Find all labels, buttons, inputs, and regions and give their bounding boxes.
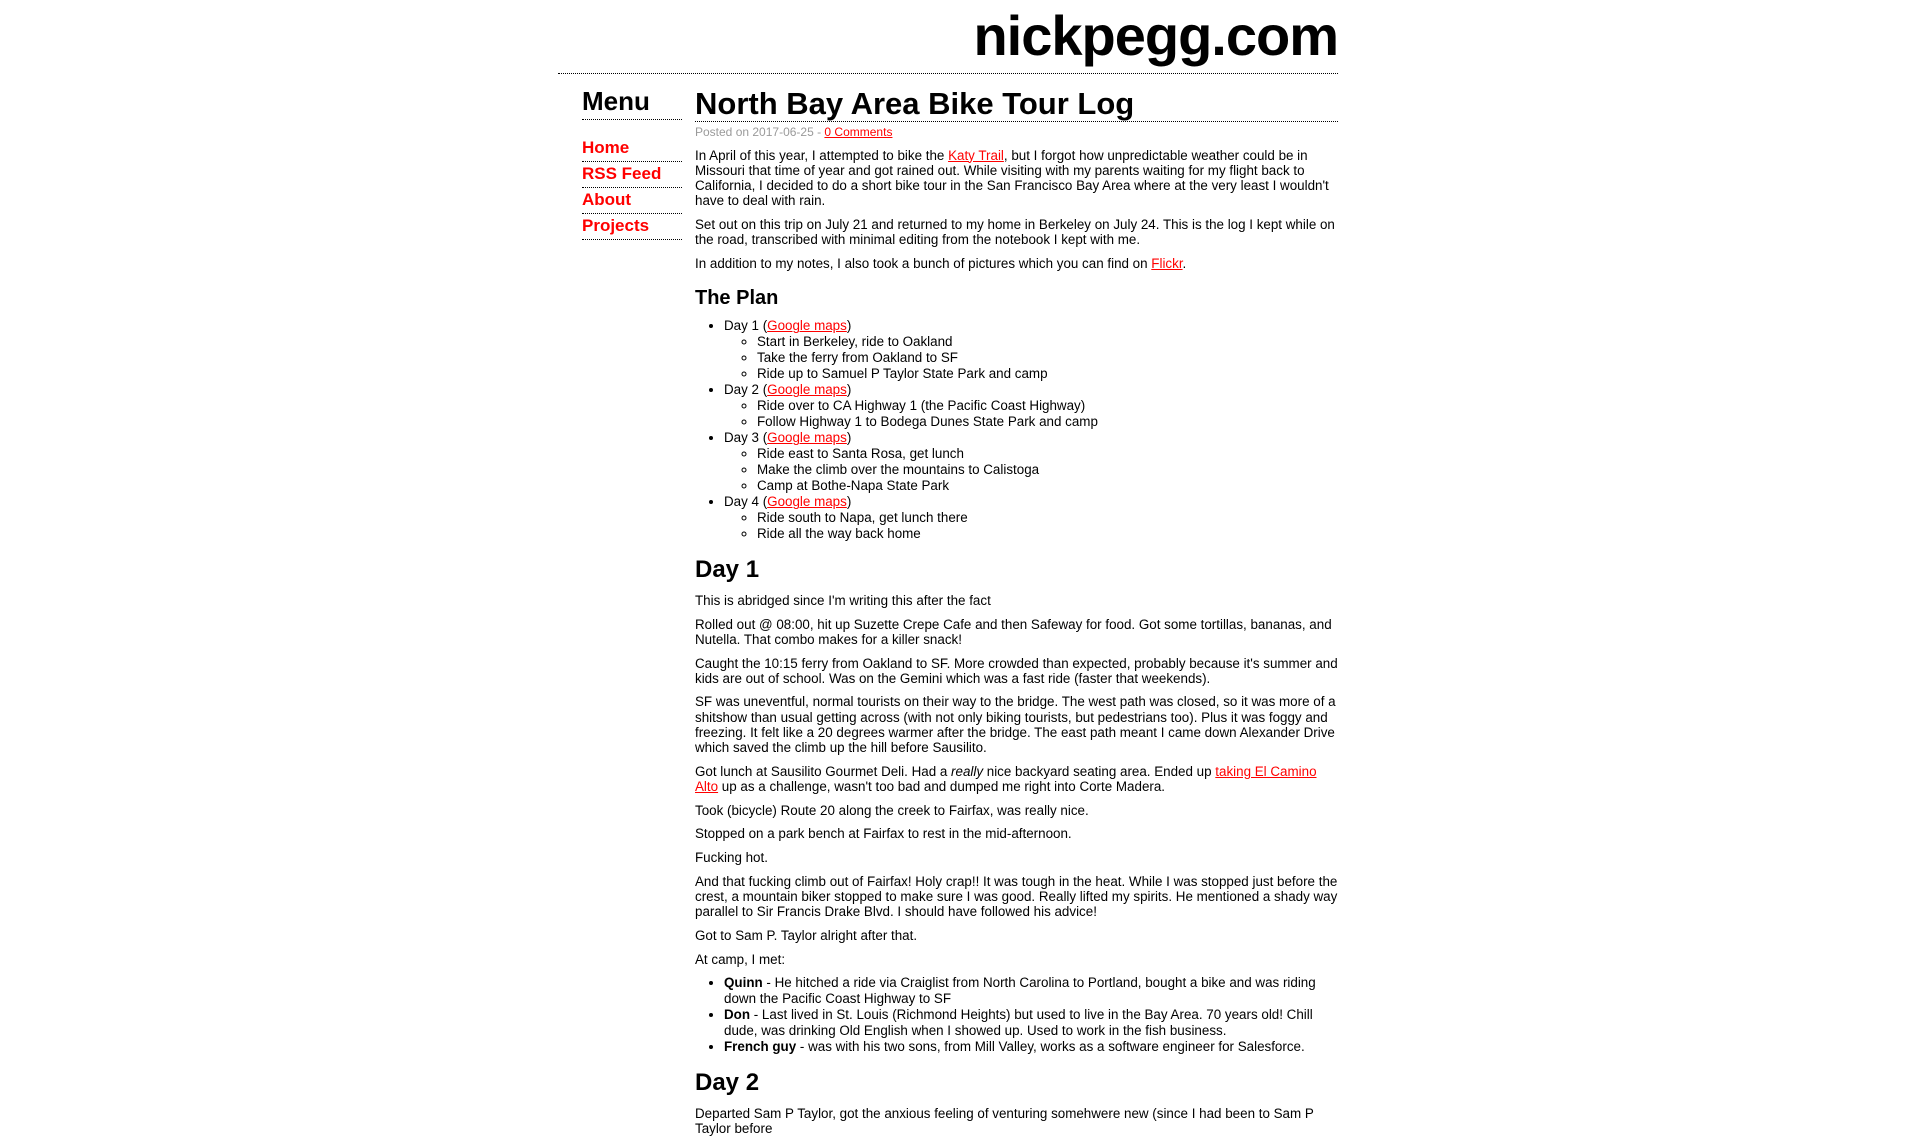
post-paragraph: And that fucking climb out of Fairfax! Holy crap!! It was tough in the heat. While I was stopped just before the crest, a mountain biker stopped to make sure I was good. Really lifted my spirits. He mentioned a shady way parallel to Sir Francis Drake Blvd. I should have followed his advice! xyxy=(695,873,1338,920)
list-item: • Quinn - He hitched a ride via Craiglist from North Carolina to Portland, bought a bike and was riding down the Pacific Coast Highway to SF xyxy=(724,975,1338,1007)
post-paragraph: This is abridged since I'm writing this after the fact xyxy=(695,592,991,608)
post-meta xyxy=(695,126,1338,139)
post-date: Posted on 2017-06-25 - xyxy=(695,125,825,139)
google-maps-day3-link[interactable]: Google maps xyxy=(767,430,847,446)
katy-trail-link[interactable]: Katy Trail xyxy=(948,147,1004,163)
menu-heading: Menu xyxy=(582,88,682,120)
page-container xyxy=(558,4,1338,1145)
sub-list-item: ◦ Ride east to Santa Rosa, get lunch xyxy=(757,446,1338,462)
sub-list-item: ◦ Ride south to Napa, get lunch there xyxy=(757,510,1338,526)
menu-list xyxy=(582,136,682,240)
post-paragraph: Got lunch at Sausilito Gourmet Deli. Had a really nice backyard seating area. Ended up taking El Camino Alto up as a challenge, wasn't too bad and dumped me right into Corte Madera. xyxy=(695,763,1317,794)
sub-list xyxy=(724,510,1338,542)
italic-text: really xyxy=(951,763,984,779)
sub-list-item: ◦ Camp at Bothe-Napa State Park xyxy=(757,478,1338,494)
post-content xyxy=(695,74,1338,1145)
sidebar-menu xyxy=(582,74,682,240)
list-item: • Day 3 (Google maps) ◦ Ride east to Santa Rosa, get lunch ◦ Make the climb over the mountains to Calistoga ◦ Camp at Bothe-Napa State Park xyxy=(724,430,1338,494)
list-item: • French guy - was with his two sons, from Mill Valley, works as a software engineer for Salesforce. xyxy=(724,1039,1338,1055)
post-body xyxy=(695,148,1338,1137)
list-item: • Day 1 (Google maps) ◦ Start in Berkeley, ride to Oakland ◦ Take the ferry from Oakland to SF ◦ Ride up to Samuel P Taylor State Park and camp xyxy=(724,318,1338,382)
post-paragraph: Caught the 10:15 ferry from Oakland to SF. More crowded than expected, probably because it's summer and kids are out of school. Was on the Gemini which was a fast ride (faster that weekends). xyxy=(695,655,1338,686)
list-item: • Day 2 (Google maps) ◦ Ride over to CA Highway 1 (the Pacific Coast Highway) ◦ Follow Highway 1 to Bodega Dunes State Park and camp xyxy=(724,382,1338,430)
sub-list xyxy=(724,398,1338,430)
list xyxy=(695,318,1338,542)
sub-list-item: ◦ Follow Highway 1 to Bodega Dunes State Park and camp xyxy=(757,414,1338,430)
post-paragraph: SF was uneventful, normal tourists on their way to the bridge. The west path was closed, so it was more of a shitshow than usual getting across (with not only biking tourists, but pedestrians too). Plus it was foggy and freezing. It felt like a 20 degrees warmer after the bridge. The east path meant I came down Alexander Drive which saved the climb up the hill before Sausilito. xyxy=(695,694,1336,756)
el-camino-alto-link[interactable]: taking El Camino Alto xyxy=(695,763,1317,794)
menu-item-rss-feed[interactable] xyxy=(582,162,682,188)
sub-list-item: ◦ Ride over to CA Highway 1 (the Pacific Coast Highway) xyxy=(757,398,1338,414)
section-heading: The Plan xyxy=(695,286,779,309)
list-item: • Don - Last lived in St. Louis (Richmond Heights) but used to live in the Bay Area. 70 years old! Chill dude, was drinking Old English when I showed up. Used to work in the fish business. xyxy=(724,1007,1338,1039)
home-link[interactable]: Home xyxy=(582,138,630,157)
bold-text: French guy xyxy=(724,1039,797,1055)
flickr-link[interactable]: Flickr xyxy=(1151,255,1183,271)
rss-feed-link[interactable]: RSS Feed xyxy=(582,164,662,183)
list xyxy=(695,975,1338,1055)
bold-text: Quinn xyxy=(724,975,763,991)
site-title: nickpegg.com xyxy=(973,4,1338,67)
post-paragraph: Departed Sam P Taylor, got the anxious feeling of venturing somehwere new (since I had been to Sam P Taylor before xyxy=(695,1105,1314,1136)
google-maps-day4-link[interactable]: Google maps xyxy=(767,494,847,510)
post-paragraph: Took (bicycle) Route 20 along the creek to Fairfax, was really nice. xyxy=(695,802,1089,818)
post-paragraph: Stopped on a park bench at Fairfax to rest in the mid-afternoon. xyxy=(695,826,1072,842)
post-paragraph: In addition to my notes, I also took a bunch of pictures which you can find on Flickr. xyxy=(695,255,1187,271)
sub-list-item: ◦ Ride all the way back home xyxy=(757,526,1338,542)
list-item: • Day 4 (Google maps) ◦ Ride south to Napa, get lunch there ◦ Ride all the way back home xyxy=(724,494,1338,542)
post-paragraph: Got to Sam P. Taylor alright after that. xyxy=(695,927,918,943)
post-paragraph: Fucking hot. xyxy=(695,850,768,866)
sub-list xyxy=(724,446,1338,494)
post-title: North Bay Area Bike Tour Log xyxy=(695,88,1338,122)
main-layout xyxy=(558,74,1338,1145)
sub-list-item: ◦ Ride up to Samuel P Taylor State Park and camp xyxy=(757,366,1338,382)
comments-link[interactable]: 0 Comments xyxy=(824,125,893,139)
sub-list-item: ◦ Start in Berkeley, ride to Oakland xyxy=(757,334,1338,350)
menu-item-home[interactable] xyxy=(582,136,682,162)
site-header xyxy=(558,4,1338,74)
bold-text: Don xyxy=(724,1007,751,1023)
post-paragraph: Rolled out @ 08:00, hit up Suzette Crepe Cafe and then Safeway for food. Got some tortillas, bananas, and Nutella. That combo makes for a killer snack! xyxy=(695,616,1332,647)
post-paragraph: At camp, I met: xyxy=(695,951,786,967)
sub-list-item: ◦ Take the ferry from Oakland to SF xyxy=(757,350,1338,366)
sub-list-item: ◦ Make the climb over the mountains to Calistoga xyxy=(757,462,1338,478)
post-paragraph: In April of this year, I attempted to bike the Katy Trail, but I forgot how unpredictable weather could be in Missouri that time of year and got rained out. While visiting with my parents waiting for my flight back to California, I decided to do a short bike tour in the San Francisco Bay Area where at the very least I wouldn't have to deal with rain. xyxy=(695,147,1329,209)
menu-item-about[interactable] xyxy=(582,188,682,214)
about-link[interactable]: About xyxy=(582,190,632,209)
section-heading: Day 1 xyxy=(695,556,760,584)
projects-link[interactable]: Projects xyxy=(582,216,650,235)
post-paragraph: Set out on this trip on July 21 and returned to my home in Berkeley on July 24. This is the log I kept while on the road, transcribed with minimal editing from the notebook I kept with me. xyxy=(695,216,1335,248)
section-heading: Day 2 xyxy=(695,1069,760,1097)
google-maps-day1-link[interactable]: Google maps xyxy=(767,318,847,334)
menu-item-projects[interactable] xyxy=(582,214,682,240)
google-maps-day2-link[interactable]: Google maps xyxy=(767,382,847,398)
sub-list xyxy=(724,334,1338,382)
